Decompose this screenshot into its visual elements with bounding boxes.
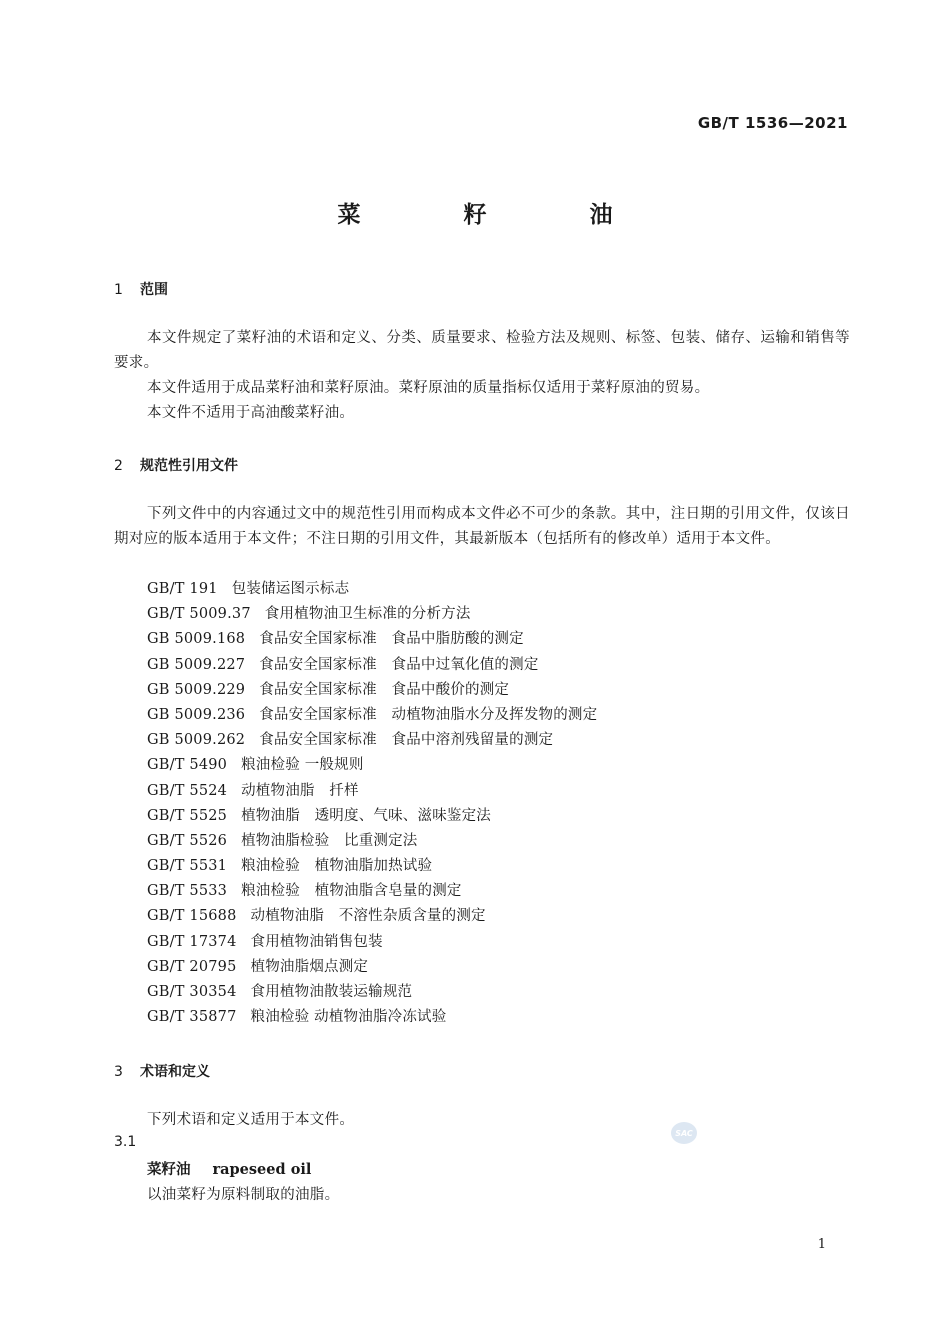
normative-reference-list bbox=[147, 577, 597, 1030]
reference-code: GB/T 35877 bbox=[147, 1009, 237, 1026]
reference-code: GB 5009.262 bbox=[147, 732, 246, 749]
reference-title: 食品安全国家标准 食品中脂肪酸的测定 bbox=[259, 631, 524, 648]
reference-title: 粮油检验 植物油脂含皂量的测定 bbox=[241, 883, 462, 900]
reference-item bbox=[147, 804, 597, 829]
reference-code: GB/T 15688 bbox=[147, 908, 237, 925]
section-3-heading bbox=[114, 1061, 210, 1081]
reference-item bbox=[147, 980, 597, 1005]
reference-code: GB/T 5525 bbox=[147, 807, 228, 824]
section-title: 规范性引用文件 bbox=[140, 458, 238, 474]
reference-item bbox=[147, 653, 597, 678]
reference-item bbox=[147, 854, 597, 879]
paragraph: 本文件适用于成品菜籽油和菜籽原油。菜籽原油的质量指标仅适用于菜籽原油的贸易。 bbox=[147, 380, 710, 396]
reference-code: GB 5009.227 bbox=[147, 656, 246, 673]
reference-title: 粮油检验 植物油脂加热试验 bbox=[241, 858, 433, 875]
term-english: rapeseed oil bbox=[212, 1161, 312, 1178]
reference-item bbox=[147, 728, 597, 753]
section-number: 3 bbox=[114, 1064, 123, 1080]
reference-item bbox=[147, 955, 597, 980]
reference-title: 食用植物油散装运输规范 bbox=[250, 984, 413, 1000]
section-number: 2 bbox=[114, 458, 123, 474]
reference-item bbox=[147, 779, 597, 804]
reference-code: GB/T 191 bbox=[147, 581, 218, 597]
paragraph: 下列文件中的内容通过文中的规范性引用而构成本文件必不可少的条款。其中，注日期的引用文件，仅该日期对应的版本适用于本文件；不注日期的引用文件，其最新版本（包括所有的修改单）适用于本文件。 bbox=[114, 506, 850, 547]
paragraph: 下列术语和定义适用于本文件。 bbox=[147, 1112, 355, 1128]
paragraph: 本文件不适用于高油酸菜籽油。 bbox=[147, 405, 355, 421]
reference-item bbox=[147, 703, 597, 728]
section-1-heading bbox=[114, 279, 168, 299]
reference-item bbox=[147, 602, 597, 627]
reference-code: GB/T 5533 bbox=[147, 883, 228, 900]
section-number: 1 bbox=[114, 282, 123, 298]
reference-item bbox=[147, 753, 597, 778]
reference-item bbox=[147, 930, 597, 955]
reference-item bbox=[147, 904, 597, 929]
reference-code: GB/T 5526 bbox=[147, 832, 228, 849]
reference-title: 植物油脂检验 比重测定法 bbox=[241, 832, 418, 849]
reference-code: GB/T 5524 bbox=[147, 782, 228, 799]
section-title: 范围 bbox=[140, 282, 168, 298]
standard-number: GB/T 1536—2021 bbox=[697, 114, 848, 132]
reference-title: 食品安全国家标准 动植物油脂水分及挥发物的测定 bbox=[259, 706, 598, 723]
reference-title: 动植物油脂 不溶性杂质含量的测定 bbox=[250, 908, 486, 925]
reference-item bbox=[147, 829, 597, 854]
reference-item bbox=[147, 577, 597, 602]
term-number: 3.1 bbox=[114, 1134, 137, 1150]
reference-item bbox=[147, 627, 597, 652]
reference-code: GB/T 5009.37 bbox=[147, 606, 251, 623]
reference-code: GB/T 5490 bbox=[147, 757, 228, 774]
reference-title: 植物油脂烟点测定 bbox=[250, 958, 369, 975]
sac-watermark-logo: SAC bbox=[671, 1122, 697, 1144]
reference-code: GB 5009.229 bbox=[147, 681, 246, 698]
reference-title: 食品安全国家标准 食品中过氧化值的测定 bbox=[259, 656, 539, 673]
reference-code: GB/T 30354 bbox=[147, 984, 237, 1000]
reference-title: 动植物油脂 扦样 bbox=[241, 782, 359, 799]
reference-title: 食品安全国家标准 食品中酸价的测定 bbox=[259, 681, 510, 698]
reference-code: GB/T 17374 bbox=[147, 933, 237, 950]
reference-code: GB 5009.168 bbox=[147, 631, 246, 648]
reference-item bbox=[147, 879, 597, 904]
reference-code: GB 5009.236 bbox=[147, 706, 246, 723]
reference-title: 食品安全国家标准 食品中溶剂残留量的测定 bbox=[259, 732, 554, 749]
reference-title: 粮油检验 一般规则 bbox=[241, 757, 364, 774]
document-title: 菜 籽 油 bbox=[337, 202, 653, 228]
reference-title: 粮油检验 动植物油脂冷冻试验 bbox=[250, 1009, 447, 1026]
reference-item bbox=[147, 678, 597, 703]
term-chinese: 菜籽油 bbox=[147, 1161, 191, 1178]
reference-title: 食用植物油卫生标准的分析方法 bbox=[264, 606, 471, 623]
reference-item bbox=[147, 1005, 597, 1030]
reference-title: 食用植物油销售包装 bbox=[250, 933, 383, 950]
term-entry bbox=[147, 1158, 311, 1182]
reference-code: GB/T 20795 bbox=[147, 958, 237, 975]
reference-title: 包装储运图示标志 bbox=[231, 581, 350, 597]
section-title: 术语和定义 bbox=[140, 1064, 210, 1080]
reference-title: 植物油脂 透明度、气味、滋味鉴定法 bbox=[241, 807, 492, 824]
page-number: 1 bbox=[817, 1237, 826, 1252]
term-definition: 以油菜籽为原料制取的油脂。 bbox=[147, 1187, 340, 1203]
section-2-heading bbox=[114, 455, 238, 475]
reference-code: GB/T 5531 bbox=[147, 858, 228, 875]
paragraph: 本文件规定了菜籽油的术语和定义、分类、质量要求、检验方法及规则、标签、包装、储存、运输和销售等要求。 bbox=[114, 330, 850, 371]
